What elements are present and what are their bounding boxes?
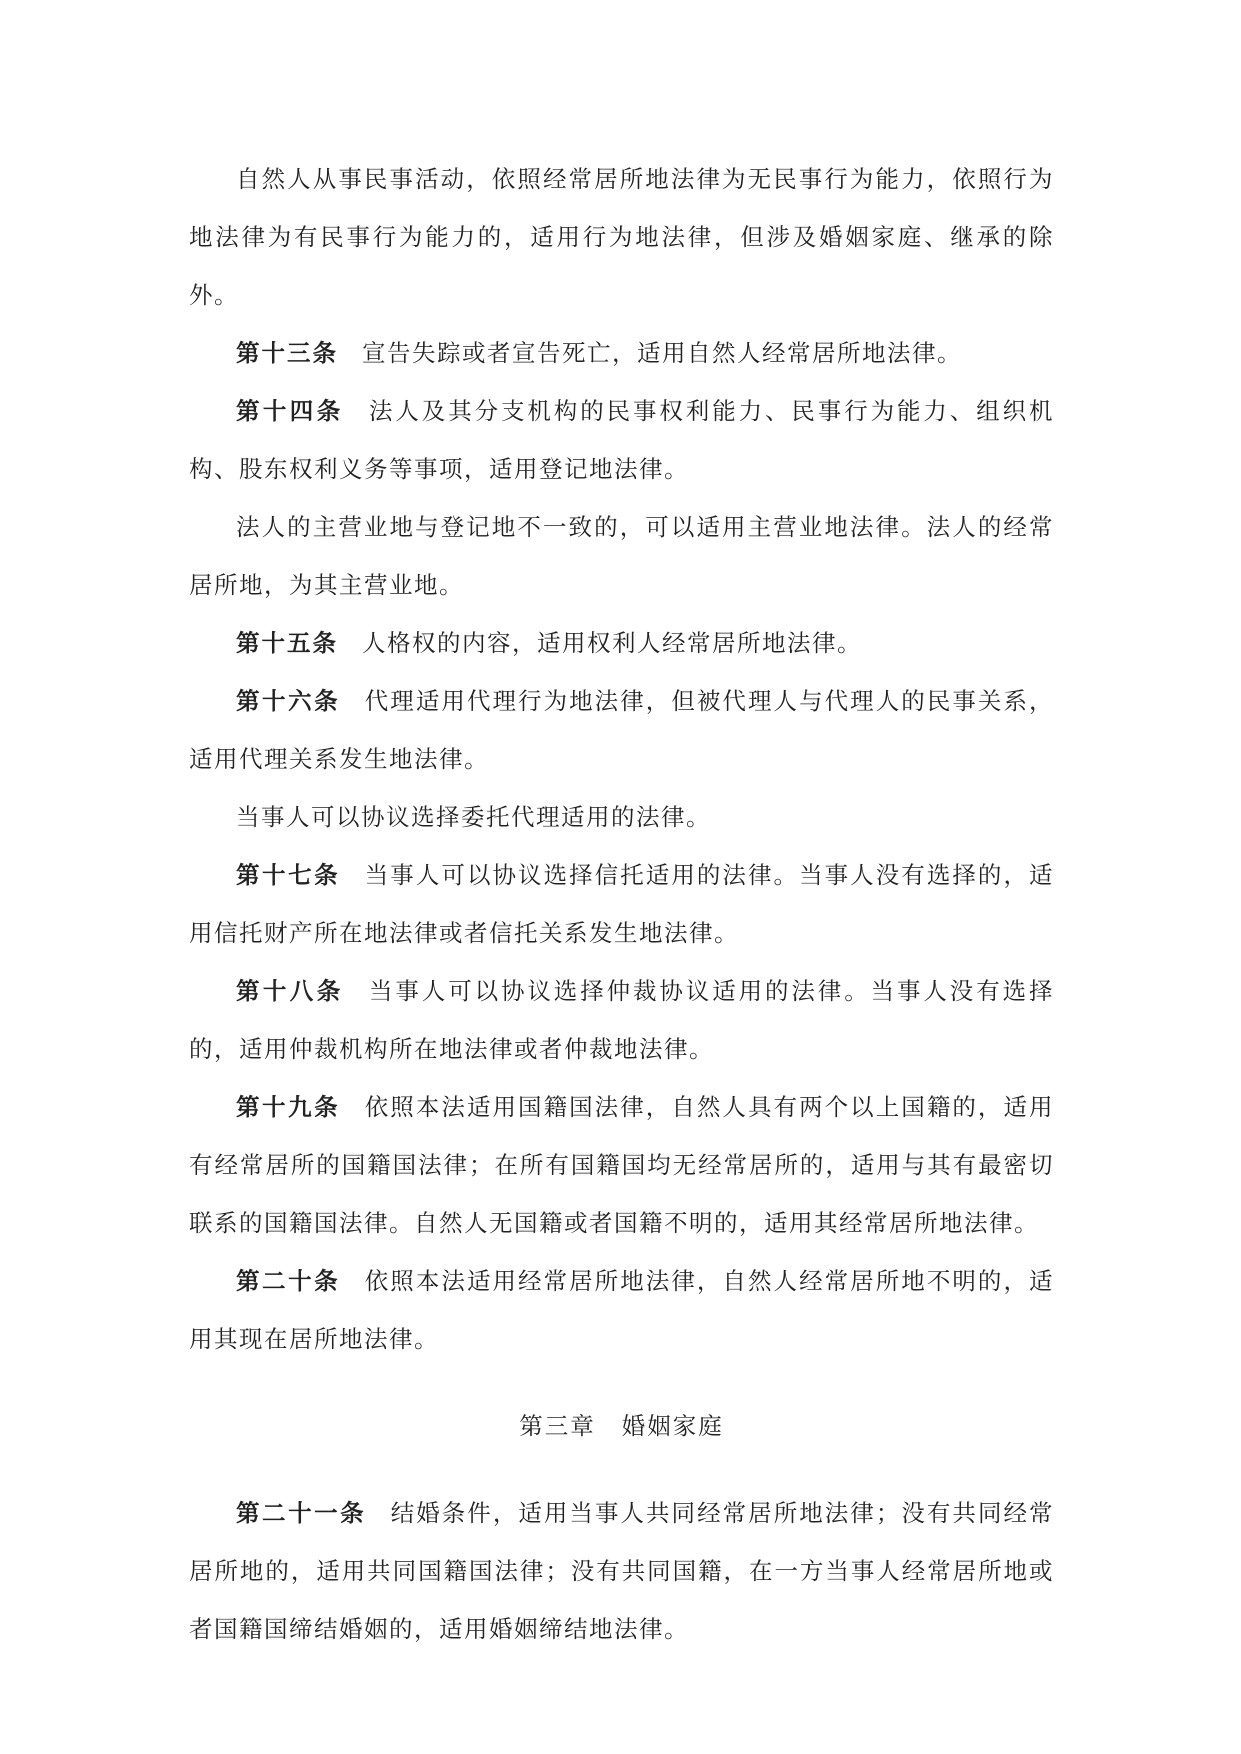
paragraph xyxy=(189,150,1054,324)
article-text: 结婚条件，适用当事人共同经常居所地法律；没有共同经常居所地的，适用共同国籍国法律；没有共同国籍，在一方当事人经常居所地或者国籍国缔结婚姻的，适用婚姻缔结地法律。 xyxy=(189,1499,1055,1643)
article-text: 人格权的内容，适用权利人经常居所地法律。 xyxy=(362,629,862,657)
article-text: 代理适用代理行为地法律，但被代理人与代理人的民事关系，适用代理关系发生地法律。 xyxy=(189,687,1055,773)
article-text: 宣告失踪或者宣告死亡，适用自然人经常居所地法律。 xyxy=(362,339,962,367)
article-text: 依照本法适用国籍国法律，自然人具有两个以上国籍的，适用有经常居所的国籍国法律；在所有国籍国均无经常居所的，适用与其有最密切联系的国籍国法律。自然人无国籍或者国籍不明的，适用其经常居所地法律。 xyxy=(189,1093,1055,1237)
article-16 xyxy=(189,672,1054,788)
article-20 xyxy=(189,1252,1054,1368)
article-number: 第二十一条 xyxy=(236,1499,367,1527)
article-13 xyxy=(189,324,1054,382)
paragraph xyxy=(189,498,1054,614)
article-19 xyxy=(189,1078,1054,1252)
chapter-heading xyxy=(189,1368,1054,1484)
chapter-number: 第三章 xyxy=(519,1412,596,1440)
paragraph-text: 法人的主营业地与登记地不一致的，可以适用主营业地法律。法人的经常居所地，为其主营业地。 xyxy=(189,513,1054,599)
article-17 xyxy=(189,846,1054,962)
article-number: 第十六条 xyxy=(236,687,341,715)
paragraph-text: 自然人从事民事活动，依照经常居所地法律为无民事行为能力，依照行为地法律为有民事行为能力的，适用行为地法律，但涉及婚姻家庭、继承的除外。 xyxy=(189,165,1054,309)
article-text: 当事人可以协议选择信托适用的法律。当事人没有选择的，适用信托财产所在地法律或者信托关系发生地法律。 xyxy=(189,861,1055,947)
article-text: 依照本法适用经常居所地法律，自然人经常居所地不明的，适用其现在居所地法律。 xyxy=(189,1267,1055,1353)
document-body xyxy=(189,150,1054,1658)
article-number: 第十五条 xyxy=(236,629,338,657)
article-number: 第十八条 xyxy=(236,977,344,1005)
article-18 xyxy=(189,962,1054,1078)
article-number: 第十九条 xyxy=(236,1093,341,1121)
chapter-title: 婚姻家庭 xyxy=(621,1412,724,1440)
article-number: 第十七条 xyxy=(236,861,341,889)
article-21 xyxy=(189,1484,1054,1658)
article-number: 第十三条 xyxy=(236,339,338,367)
article-number: 第二十条 xyxy=(236,1267,341,1295)
article-text: 当事人可以协议选择仲裁协议适用的法律。当事人没有选择的，适用仲裁机构所在地法律或者仲裁地法律。 xyxy=(189,977,1055,1063)
article-number: 第十四条 xyxy=(236,397,344,425)
paragraph xyxy=(189,788,1054,846)
article-14 xyxy=(189,382,1054,498)
article-15 xyxy=(189,614,1054,672)
paragraph-text: 当事人可以协议选择委托代理适用的法律。 xyxy=(236,803,711,831)
article-text: 法人及其分支机构的民事权利能力、民事行为能力、组织机构、股东权利义务等事项，适用登记地法律。 xyxy=(189,397,1055,483)
